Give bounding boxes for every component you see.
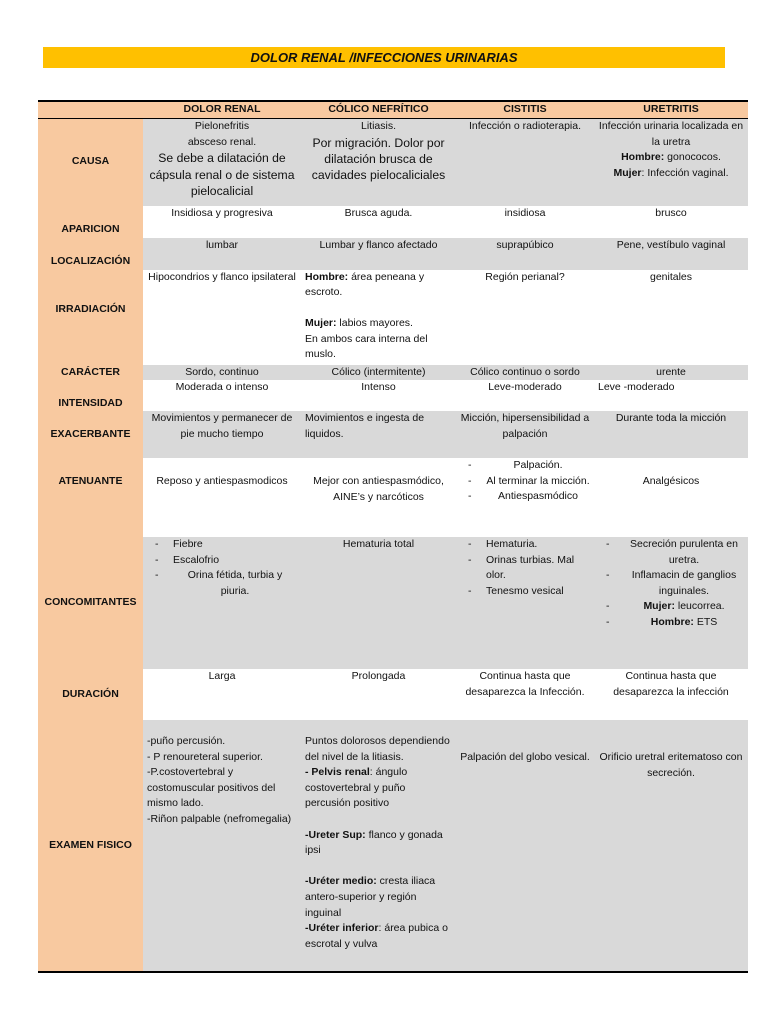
cell-aparicion-uretritis: brusco bbox=[594, 206, 748, 238]
text-line bbox=[598, 166, 744, 182]
cell-aparicion-cistitis: insidiosa bbox=[456, 206, 594, 238]
text-line: -Riñon palpable (nefromegalia) bbox=[147, 813, 292, 826]
cell-intensidad-cistitis: Leve-moderado bbox=[456, 380, 594, 411]
cell-intensidad-dolor-renal: Moderada o intenso bbox=[143, 380, 301, 411]
text-line bbox=[305, 921, 452, 952]
text-line: absceso renal. bbox=[187, 135, 257, 148]
cell-atenuante-cistitis bbox=[456, 458, 594, 537]
cell-caracter-colico: Cólico (intermitente) bbox=[301, 365, 456, 381]
header-uretritis: URETRITIS bbox=[594, 101, 748, 119]
cell-exacerbante-colico: Movimientos e ingesta de liquidos. bbox=[301, 411, 456, 458]
list-item bbox=[598, 615, 744, 631]
spacer bbox=[305, 812, 452, 828]
cell-exacerbante-cistitis: Micción, hipersensibilidad a palpación bbox=[456, 411, 594, 458]
row-label-aparicion: APARICION bbox=[38, 206, 143, 238]
cell-duracion-dolor-renal: Larga bbox=[143, 669, 301, 720]
list-item: - Hematuria. bbox=[460, 537, 590, 553]
atenuante-cistitis-list bbox=[460, 458, 590, 505]
cell-concomitantes-cistitis bbox=[456, 537, 594, 669]
cell-aparicion-dolor-renal: Insidiosa y progresiva bbox=[143, 206, 301, 238]
list-item: - Secreción purulenta en uretra. bbox=[598, 537, 744, 568]
cell-examen-uretritis: Orificio uretral eritematoso con secreción. bbox=[594, 720, 748, 972]
cell-intensidad-uretritis: Leve -moderado bbox=[594, 380, 748, 411]
bold-label: Hombre: bbox=[621, 151, 665, 164]
text-line bbox=[305, 270, 452, 301]
row-concomitantes bbox=[38, 537, 748, 669]
bold-label: Mujer: bbox=[305, 317, 337, 330]
cell-exacerbante-dolor-renal: Movimientos y permanecer de pie mucho tiempo bbox=[143, 411, 301, 458]
text-line: Pielonefritis bbox=[194, 120, 250, 132]
text-value: ETS bbox=[693, 616, 718, 629]
bold-label: Hombre: bbox=[650, 616, 694, 629]
text-line bbox=[305, 874, 452, 921]
row-atenuante bbox=[38, 458, 748, 537]
row-exacerbante bbox=[38, 411, 748, 458]
cell-irradiacion-colico bbox=[301, 270, 456, 365]
row-causa bbox=[38, 119, 748, 206]
text-line: Infección urinaria localizada en la uretra bbox=[598, 120, 744, 148]
text-value: cresta iliaca antero-superior y región inguinal bbox=[305, 875, 436, 919]
text-line bbox=[305, 316, 452, 332]
row-label-concomitantes: CONCOMITANTES bbox=[38, 537, 143, 669]
text-value: gonococos. bbox=[664, 151, 721, 164]
text-line: Puntos dolorosos dependiendo del nivel de la litiasis. bbox=[305, 735, 450, 763]
text-line: -puño percusión. bbox=[147, 735, 226, 748]
cell-examen-dolor-renal bbox=[143, 720, 301, 972]
text-value: : Infección vaginal. bbox=[641, 166, 729, 179]
row-label-caracter: CARÁCTER bbox=[38, 365, 143, 381]
cell-irradiacion-dolor-renal: Hipocondrios y flanco ipsilateral bbox=[143, 270, 301, 365]
row-irradiacion bbox=[38, 270, 748, 365]
text-line: -P.costovertebral y costomuscular positivos del mismo lado. bbox=[147, 766, 276, 810]
list-item: - Fiebre bbox=[147, 537, 297, 553]
cell-irradiacion-uretritis: genitales bbox=[594, 270, 748, 365]
spacer bbox=[305, 301, 452, 317]
text-line bbox=[305, 765, 452, 812]
list-item: - Palpación. bbox=[460, 458, 590, 474]
bold-label: -Ureter Sup: bbox=[305, 828, 366, 841]
concomitantes-cistitis-list bbox=[460, 537, 590, 599]
header-colico-nefritico: CÓLICO NEFRÍTICO bbox=[301, 101, 456, 119]
text-line: En ambos cara interna del muslo. bbox=[305, 332, 428, 361]
row-duracion bbox=[38, 669, 748, 720]
header-row bbox=[38, 101, 748, 119]
text-line: Por migración. Dolor por dilatación brusca de cavidades pielocaliciales bbox=[311, 135, 446, 183]
bold-label: Hombre: bbox=[305, 270, 349, 283]
cell-irradiacion-cistitis: Región perianal? bbox=[456, 270, 594, 365]
row-label-duracion: DURACIÓN bbox=[38, 669, 143, 720]
row-label-intensidad: INTENSIDAD bbox=[38, 380, 143, 411]
list-item: - Inflamacin de ganglios inguinales. bbox=[598, 568, 744, 599]
cell-concomitantes-colico: Hematuria total bbox=[301, 537, 456, 669]
cell-concomitantes-uretritis bbox=[594, 537, 748, 669]
row-caracter bbox=[38, 365, 748, 381]
text-line: Se debe a dilatación de cápsula renal o de sistema pielocalicial bbox=[149, 151, 295, 198]
text-value: : ángulo costovertebral y puño percusión positivo bbox=[305, 766, 408, 810]
cell-duracion-uretritis: Continua hasta que desaparezca la infección bbox=[594, 669, 748, 720]
text-value: labios mayores. bbox=[336, 317, 413, 330]
cell-caracter-uretritis: urente bbox=[594, 365, 748, 381]
cell-examen-colico bbox=[301, 720, 456, 972]
cell-atenuante-dolor-renal: Reposo y antiespasmodicos bbox=[143, 458, 301, 537]
spacer bbox=[305, 859, 452, 875]
header-empty bbox=[38, 101, 143, 119]
row-label-examen-fisico: EXAMEN FISICO bbox=[38, 720, 143, 972]
text-value: área peneana y escroto. bbox=[305, 270, 425, 299]
cell-caracter-cistitis: Cólico continuo o sordo bbox=[456, 365, 594, 381]
text-value: flanco y gonada ipsi bbox=[305, 828, 443, 857]
text-line bbox=[598, 150, 744, 166]
cell-causa-cistitis: Infección o radioterapia. bbox=[456, 119, 594, 206]
bold-label: Mujer bbox=[613, 166, 642, 179]
cell-causa-dolor-renal bbox=[143, 119, 301, 206]
list-item: - Antiespasmódico bbox=[460, 489, 590, 505]
cell-atenuante-uretritis: Analgésicos bbox=[594, 458, 748, 537]
concomitantes-dolor-renal-list bbox=[147, 537, 297, 599]
text-line bbox=[305, 828, 452, 859]
document-title bbox=[43, 47, 725, 68]
cell-localizacion-dolor-renal: lumbar bbox=[143, 238, 301, 270]
comparison-table bbox=[38, 100, 748, 973]
cell-atenuante-colico: Mejor con antiespasmódico, AINE’s y narcóticos bbox=[301, 458, 456, 537]
header-cistitis: CISTITIS bbox=[456, 101, 594, 119]
cell-localizacion-cistitis: suprapúbico bbox=[456, 238, 594, 270]
bold-label: -Uréter inferior bbox=[305, 922, 379, 935]
document-title-text: DOLOR RENAL /INFECCIONES URINARIAS bbox=[250, 50, 518, 65]
bold-label: - Pelvis renal bbox=[305, 766, 370, 779]
row-intensidad bbox=[38, 380, 748, 411]
cell-causa-colico bbox=[301, 119, 456, 206]
header-dolor-renal: DOLOR RENAL bbox=[143, 101, 301, 119]
cell-examen-cistitis: Palpación del globo vesical. bbox=[456, 720, 594, 972]
row-label-localizacion: LOCALIZACIÓN bbox=[38, 238, 143, 270]
cell-localizacion-uretritis: Pene, vestíbulo vaginal bbox=[594, 238, 748, 270]
list-item: - Tenesmo vesical bbox=[460, 584, 590, 600]
row-label-irradiacion: IRRADIACIÓN bbox=[38, 270, 143, 365]
bold-label: Mujer: bbox=[643, 600, 675, 613]
text-line: - P renoureteral superior. bbox=[147, 750, 263, 763]
list-item bbox=[598, 599, 744, 615]
row-aparicion bbox=[38, 206, 748, 238]
cell-exacerbante-uretritis: Durante toda la micción bbox=[594, 411, 748, 458]
cell-causa-uretritis bbox=[594, 119, 748, 206]
list-item: - Orina fétida, turbia y piuria. bbox=[147, 568, 297, 599]
cell-localizacion-colico: Lumbar y flanco afectado bbox=[301, 238, 456, 270]
row-examen-fisico bbox=[38, 720, 748, 972]
concomitantes-uretritis-list bbox=[598, 537, 744, 631]
list-item: - Al terminar la micción. bbox=[460, 474, 590, 490]
cell-duracion-cistitis: Continua hasta que desaparezca la Infección. bbox=[456, 669, 594, 720]
cell-aparicion-colico: Brusca aguda. bbox=[301, 206, 456, 238]
row-label-exacerbante: EXACERBANTE bbox=[38, 411, 143, 458]
text-line: Litiasis. bbox=[360, 120, 396, 132]
cell-intensidad-colico: Intenso bbox=[301, 380, 456, 411]
list-item: - Orinas turbias. Mal olor. bbox=[460, 553, 590, 584]
row-label-causa: CAUSA bbox=[38, 119, 143, 206]
bold-label: -Uréter medio: bbox=[305, 875, 377, 888]
row-label-atenuante: ATENUANTE bbox=[38, 458, 143, 537]
row-localizacion bbox=[38, 238, 748, 270]
cell-caracter-dolor-renal: Sordo, continuo bbox=[143, 365, 301, 381]
list-item: - Escalofrio bbox=[147, 553, 297, 569]
text-value: : área pubica o escrotal y vulva bbox=[305, 922, 448, 950]
text-value: leucorrea. bbox=[674, 600, 725, 613]
cell-duracion-colico: Prolongada bbox=[301, 669, 456, 720]
cell-concomitantes-dolor-renal bbox=[143, 537, 301, 669]
